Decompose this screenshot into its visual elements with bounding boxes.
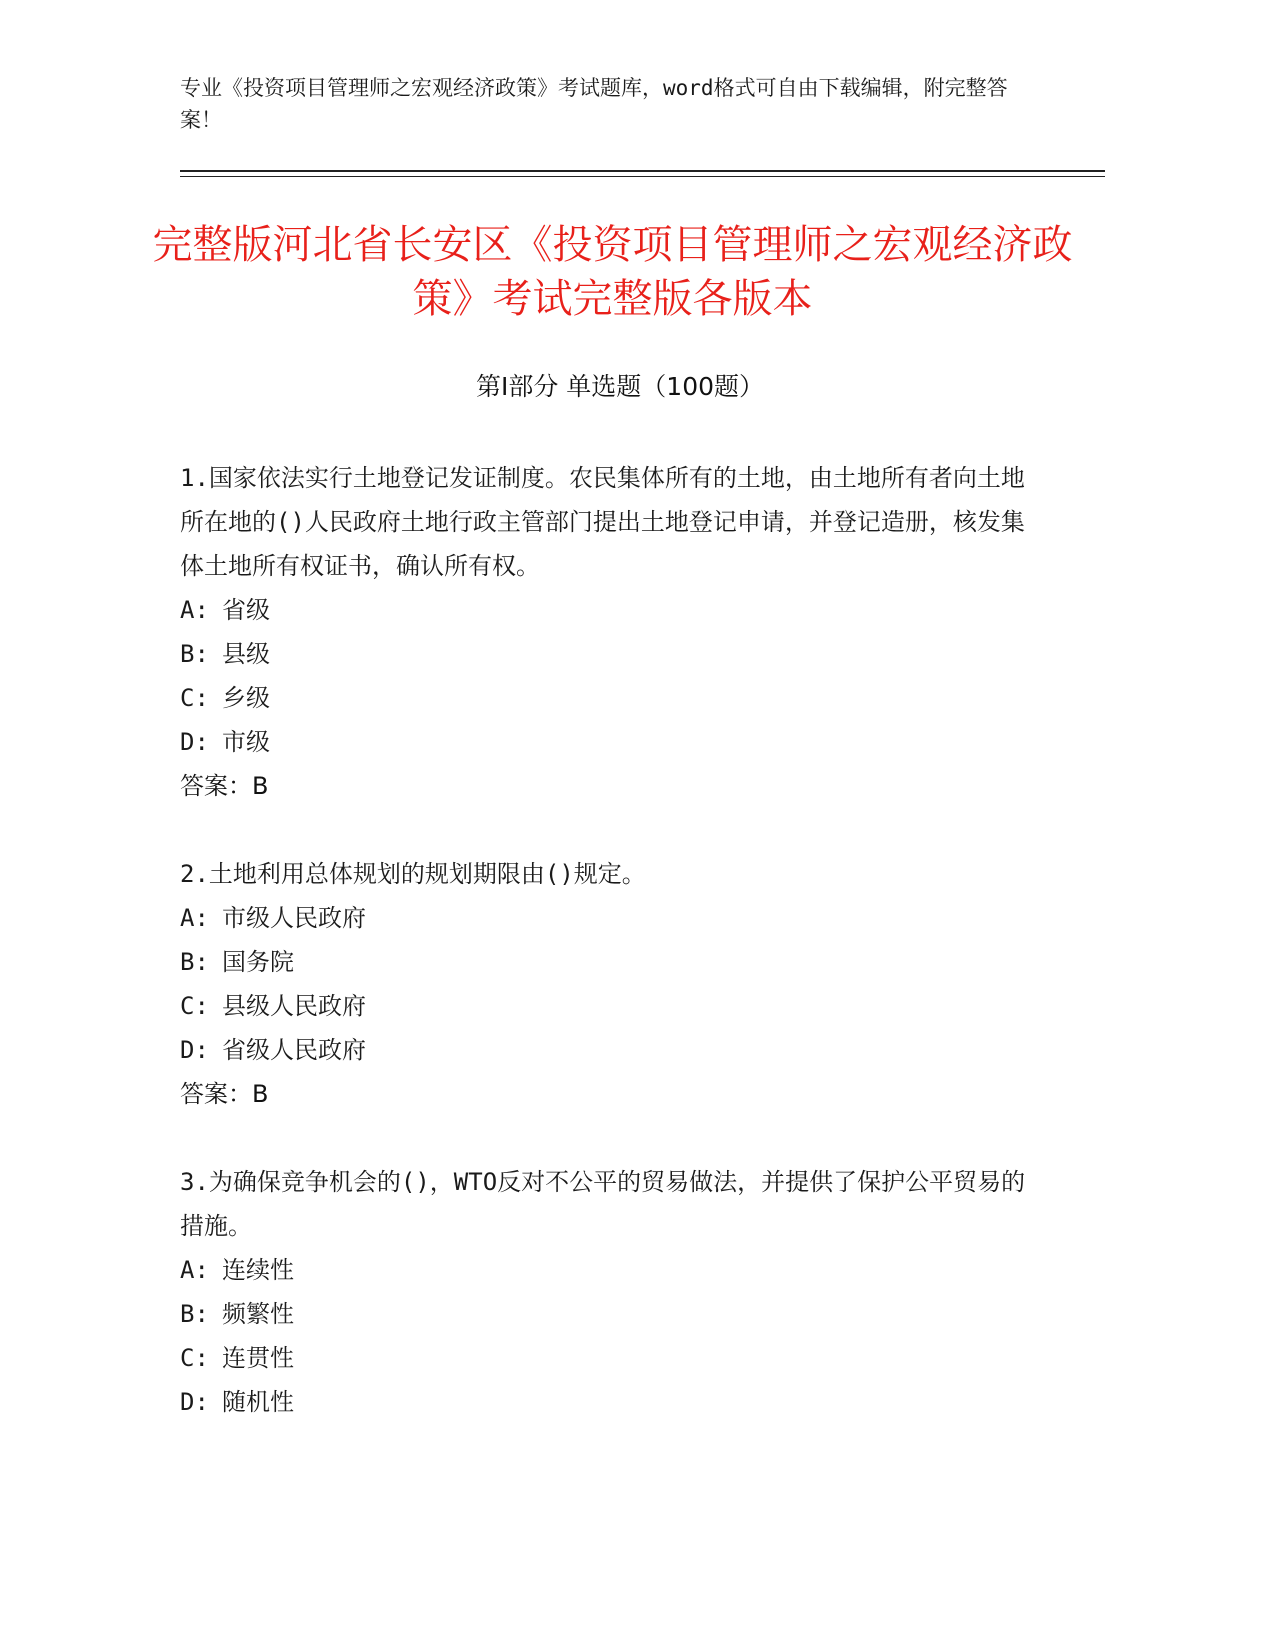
option-c [180, 676, 1040, 720]
option-key: C: [180, 1344, 209, 1372]
option-b [180, 1292, 1040, 1336]
option-text: 省级 [222, 596, 270, 624]
option-key: D: [180, 1388, 209, 1416]
option-key: B: [180, 1300, 209, 1328]
option-text: 连续性 [222, 1256, 294, 1284]
option-d [180, 1380, 1040, 1424]
question-2 [180, 852, 1040, 1116]
answer-text: 答案：B [180, 1080, 269, 1108]
option-d [180, 720, 1040, 764]
option-text: 市级 [222, 728, 270, 756]
answer-text: 答案：B [180, 772, 269, 800]
option-key: B: [180, 948, 209, 976]
section-title: 第Ⅰ部分 单选题（100题） [475, 372, 765, 401]
document-title: 完整版河北省长安区《投资项目管理师之宏观经济政策》考试完整版各版本 [152, 222, 1073, 322]
question-stem: 1.国家依法实行土地登记发证制度。农民集体所有的土地，由土地所有者向土地所在地的()人民政府土地行政主管部门提出土地登记申请，并登记造册，核发集体土地所有权证书，确认所有权。 [180, 464, 1025, 580]
option-a [180, 1248, 1040, 1292]
option-key: A: [180, 1256, 209, 1284]
option-c [180, 984, 1040, 1028]
option-key: A: [180, 596, 209, 624]
header-divider-thin [180, 176, 1105, 177]
header-divider-thick [180, 170, 1105, 172]
header-note: 专业《投资项目管理师之宏观经济政策》考试题库，word格式可自由下载编辑，附完整答案！ [180, 76, 1008, 132]
option-key: D: [180, 1036, 209, 1064]
option-text: 县级人民政府 [222, 992, 366, 1020]
option-key: C: [180, 684, 209, 712]
option-a [180, 896, 1040, 940]
option-text: 频繁性 [222, 1300, 294, 1328]
option-d [180, 1028, 1040, 1072]
option-text: 省级人民政府 [222, 1036, 366, 1064]
option-a [180, 588, 1040, 632]
option-b [180, 632, 1040, 676]
question-1 [180, 456, 1040, 808]
question-stem: 2.土地利用总体规划的规划期限由()规定。 [180, 860, 646, 888]
option-text: 国务院 [222, 948, 294, 976]
option-key: C: [180, 992, 209, 1020]
question-stem: 3.为确保竞争机会的()，WTO反对不公平的贸易做法，并提供了保护公平贸易的措施。 [180, 1168, 1026, 1240]
option-b [180, 940, 1040, 984]
question-3 [180, 1160, 1040, 1424]
option-key: A: [180, 904, 209, 932]
option-key: B: [180, 640, 209, 668]
option-text: 县级 [222, 640, 270, 668]
question-list [180, 456, 1040, 1468]
option-text: 乡级 [222, 684, 270, 712]
option-text: 连贯性 [222, 1344, 294, 1372]
option-c [180, 1336, 1040, 1380]
option-key: D: [180, 728, 209, 756]
option-text: 市级人民政府 [222, 904, 366, 932]
option-text: 随机性 [222, 1388, 294, 1416]
